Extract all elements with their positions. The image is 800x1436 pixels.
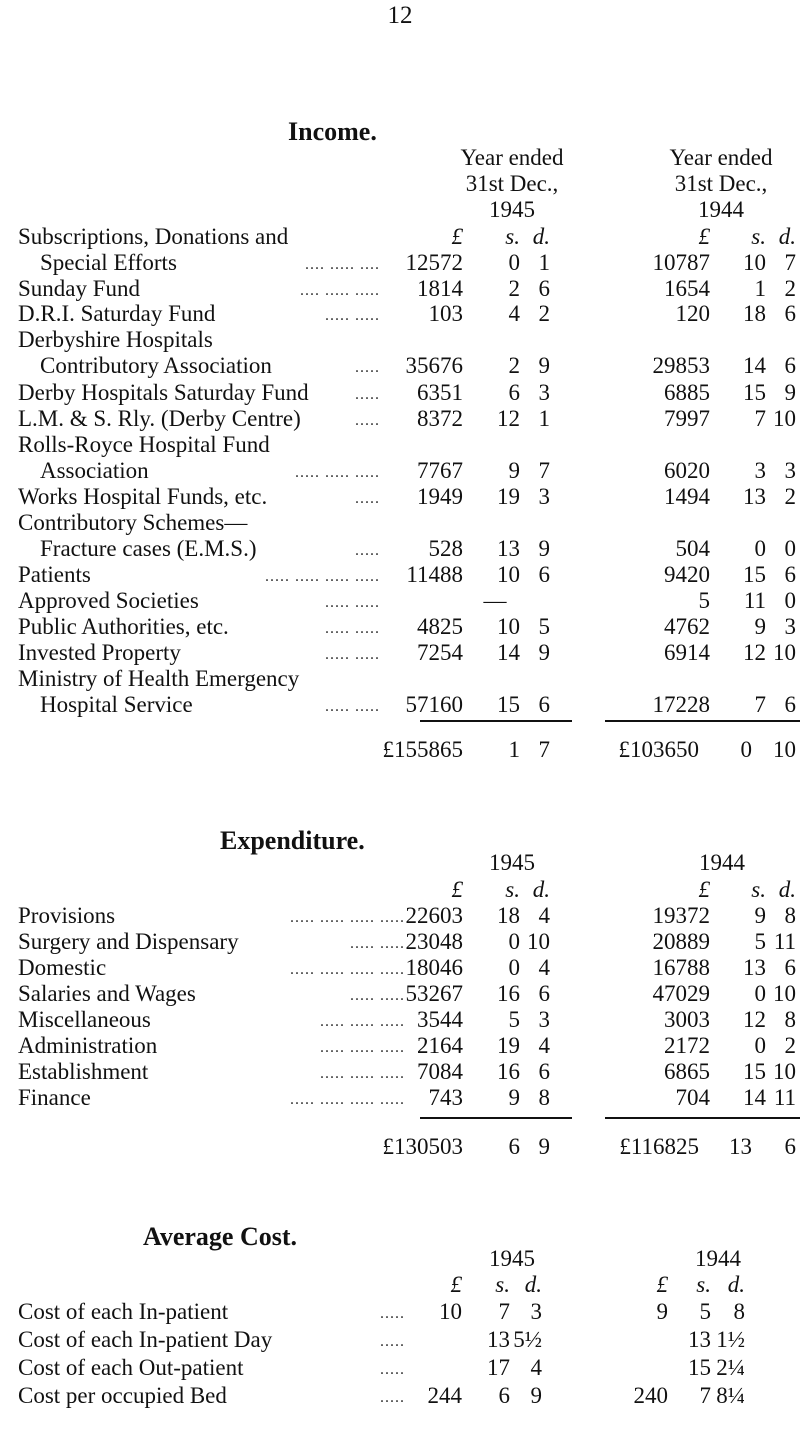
income-row-1944-shillings: 9 [754,614,766,639]
income-row-1944-pounds: 5 [698,588,710,613]
expenditure-row-1944-shillings: 9 [754,903,766,928]
income-row-1945-pence: 1 [538,250,550,275]
average-cost-unit-label: £ [450,1272,462,1297]
income-row-label: Special Efforts [40,250,177,275]
leader-dots: ..... [355,412,380,429]
expenditure-row-1945-shillings: 5 [508,1007,520,1032]
income-row-1944-pounds: 504 [675,536,710,561]
expenditure-row-1945-pence: 8 [538,1085,550,1110]
income-row-label: Public Authorities, etc. [18,614,229,639]
expenditure-unit-label: s. [505,877,520,902]
expenditure-total-1945-pence: 9 [538,1134,550,1159]
income-row-1945-pence: 5 [538,614,550,639]
expenditure-row-1945-pence: 4 [538,903,550,928]
expenditure-row-1945-pounds: 743 [428,1085,463,1110]
expenditure-total-1945-pounds: £130503 [382,1134,463,1159]
average-cost-1945-pounds: 244 [427,1383,462,1408]
income-row-1945-pence: 3 [538,484,550,509]
expenditure-row-1944-pounds: 2172 [664,1033,710,1058]
income-row-1945-shillings: 2 [508,276,520,301]
income-row-1944-pounds: 4762 [664,614,710,639]
income-row-1944-pounds: 120 [675,301,710,326]
income-row-1944-pence: 6 [784,353,796,378]
income-unit-label: £ [698,224,710,249]
income-row-1945-pounds: 11488 [406,562,463,587]
income-row-1945-pounds: 1814 [417,276,463,301]
leader-dots: ..... [355,490,380,507]
expenditure-row-1944-pence: 11 [773,929,796,954]
income-row-label: L.M. & S. Rly. (Derby Centre) [18,406,301,431]
expenditure-row-1944-pence: 8 [784,903,796,928]
expenditure-row-1944-shillings: 12 [743,1007,766,1032]
average-cost-1944-pence: 8¼ [716,1383,745,1408]
average-cost-1945-shillings: 17 [487,1355,510,1380]
leader-dots: ..... ..... [325,698,380,715]
income-row-1944-pence: 0 [784,588,796,613]
income-row-1945-pounds: 35676 [405,353,463,378]
income-row-1945-pounds: 6351 [417,380,463,405]
income-row-label: Approved Societies [18,588,199,613]
average-cost-unit-label: d. [524,1272,542,1297]
average-cost-1945-shillings: 6 [498,1383,510,1408]
expenditure-row-1944-shillings: 13 [743,955,766,980]
income-row-1945-shillings: 9 [508,458,520,483]
expenditure-row-1945-pence: 10 [527,929,550,954]
income-row-1945-shillings: 19 [497,484,520,509]
expenditure-row-1945-pence: 6 [538,981,550,1006]
leader-dots: ..... ..... [325,646,380,663]
income-row-1945-pounds: 103 [428,301,463,326]
average-cost-heading: Average Cost. [143,1222,298,1251]
expenditure-row-1944-pounds: 20889 [652,929,710,954]
income-row-1945-shillings: 4 [508,301,520,326]
expenditure-row-1945-pounds: 3544 [417,1007,463,1032]
expenditure-row-1944-shillings: 5 [754,929,766,954]
expenditure-row-label: Provisions [18,903,116,928]
leader-dots: ..... [380,1389,405,1406]
average-cost-row-label: Cost per occupied Bed [18,1383,227,1408]
expenditure-row-1944-pence: 10 [773,1059,796,1084]
expenditure-unit-label: s. [751,877,766,902]
average-cost-1945-pence: 3 [530,1299,542,1324]
income-row-label: Hospital Service [40,692,193,717]
income-row-1945-shillings: 12 [497,406,520,431]
leader-dots: ..... ..... [325,307,380,324]
income-row-label: Fracture cases (E.M.S.) [40,536,257,561]
income-row-1944-pence: 6 [784,692,796,717]
expenditure-total-1944-shillings: 13 [729,1134,752,1159]
income-row-label: D.R.I. Saturday Fund [18,301,216,326]
income-row-1944-pence: 2 [784,484,796,509]
income-row-1944-pence: 10 [773,640,796,665]
income-row-1944-pounds: 6914 [664,640,710,665]
average-cost-1944-pence: 2¼ [716,1355,745,1380]
expenditure-row-label: Surgery and Dispensary [18,929,239,954]
income-total-1945-pounds: £155865 [382,737,463,762]
income-row-1944-pence: 3 [784,458,796,483]
leader-dots: ..... ..... [350,987,405,1004]
leader-dots: ..... [380,1305,405,1322]
income-row-1944-pence: 0 [784,536,796,561]
average-cost-row-label: Cost of each Out-patient [18,1355,244,1380]
leader-dots: ..... ..... ..... [320,1013,405,1030]
average-cost-1945-pence: 4 [530,1355,542,1380]
leader-dots: ..... ..... ..... ..... [290,909,405,926]
income-row-1945-shillings: 0 [508,250,520,275]
expenditure-row-1945-pounds: 7084 [417,1059,463,1084]
income-row-1945-pence: 6 [538,562,550,587]
average-cost-1944-shillings: 13 [688,1327,711,1352]
income-row-1944-shillings: 11 [743,588,766,613]
income-row-1945-pence: 2 [538,301,550,326]
income-row-label: Derby Hospitals Saturday Fund [18,380,309,405]
expenditure-row-1945-shillings: 16 [497,1059,520,1084]
leader-dots: ..... ..... [325,594,380,611]
income-total-1945-shillings: 1 [508,737,520,762]
income-row-1944-shillings: 14 [743,353,766,378]
income-unit-label: s. [505,224,520,249]
income-row-label: Subscriptions, Donations and [18,224,289,249]
average-cost-unit-label: s. [696,1272,711,1297]
expenditure-row-1944-shillings: 0 [754,1033,766,1058]
expenditure-heading: Expenditure. [220,826,365,855]
expenditure-row-1945-pounds: 23048 [405,929,463,954]
expenditure-row-1944-pounds: 3003 [664,1007,710,1032]
income-unit-label: s. [751,224,766,249]
income-row-1944-pence: 10 [773,406,796,431]
leader-dots: ..... ..... [325,620,380,637]
expenditure-total-1944-pounds: £116825 [619,1134,699,1159]
expenditure-row-1944-pounds: 19372 [652,903,710,928]
expenditure-row-1945-pounds: 22603 [405,903,463,928]
income-unit-label: £ [451,224,463,249]
leader-dots: ..... ..... [350,935,405,952]
expenditure-row-1944-pounds: 16788 [652,955,710,980]
total-rule [605,1117,800,1119]
expenditure-row-1945-shillings: 18 [497,903,520,928]
income-row-1945-pounds: 7254 [417,640,463,665]
income-row-1944-shillings: 18 [743,301,766,326]
income-total-1945-pence: 7 [538,737,550,762]
income-row-1944-pounds: 9420 [664,562,710,587]
leader-dots: ..... [380,1333,405,1350]
income-1945-header-line: 31st Dec., [465,171,559,196]
leader-dots: ..... ..... ..... [320,1065,405,1082]
average-cost-1945-shillings: 7 [498,1299,510,1324]
expenditure-row-1944-shillings: 0 [754,981,766,1006]
average-cost-1944-pounds: 240 [633,1383,668,1408]
income-row-1945-pence: 7 [538,458,550,483]
expenditure-unit-label: d. [778,877,796,902]
income-row-1945-pounds: 1949 [417,484,463,509]
income-row-1945-pounds: 57160 [405,692,463,717]
average-cost-1944-shillings: 15 [688,1355,711,1380]
expenditure-row-label: Salaries and Wages [18,981,196,1006]
income-row-label: Patients [18,562,91,587]
income-row-1944-pounds: 17228 [652,692,710,717]
income-row-1945-shillings: 15 [497,692,520,717]
income-row-label: Rolls-Royce Hospital Fund [18,432,270,457]
average-cost-1945-header: 1945 [489,1246,535,1271]
income-row-1945-pence: 3 [538,380,550,405]
income-row-1945-pence: 1 [538,406,550,431]
income-row-label: Invested Property [18,640,181,665]
expenditure-unit-label: £ [451,877,463,902]
income-row-1944-pounds: 29853 [652,353,710,378]
income-row-1945-shillings: 6 [508,380,520,405]
expenditure-row-1945-shillings: 0 [508,929,520,954]
income-row-1945-pounds: 528 [428,536,463,561]
income-row-1944-pounds: 1494 [664,484,710,509]
income-row-1944-pence: 6 [784,301,796,326]
expenditure-row-1944-pence: 8 [784,1007,796,1032]
expenditure-row-1945-pence: 3 [538,1007,550,1032]
income-unit-label: d. [778,224,796,249]
income-row-1945-pounds: 7767 [417,458,463,483]
leader-dots: .... ..... ..... [300,282,380,299]
expenditure-row-1945-pence: 6 [538,1059,550,1084]
expenditure-row-1945-pounds: 18046 [405,955,463,980]
expenditure-row-1944-pounds: 704 [675,1085,710,1110]
income-row-1944-pounds: 1654 [664,276,710,301]
leader-dots: ..... ..... ..... ..... [265,568,380,585]
income-row-1944-pence: 7 [784,250,796,275]
leader-dots: ..... ..... ..... [295,464,380,481]
leader-dots: ..... [380,1361,405,1378]
income-row-1945-pence: 6 [538,692,550,717]
income-row-1944-shillings: 7 [754,692,766,717]
average-cost-1945-pounds: 10 [439,1299,462,1324]
income-row-1944-pence: 6 [784,562,796,587]
total-rule [420,720,572,722]
expenditure-row-1944-pounds: 6865 [664,1059,710,1084]
expenditure-row-1944-shillings: 15 [743,1059,766,1084]
expenditure-row-1945-pounds: 2164 [417,1033,463,1058]
average-cost-1944-header: 1944 [695,1246,741,1271]
expenditure-total-1944-pence: 6 [784,1134,796,1159]
income-1945-header-line: 1945 [489,197,535,222]
average-cost-row-label: Cost of each In-patient [18,1299,229,1324]
expenditure-row-1944-pence: 11 [773,1085,796,1110]
average-cost-1944-pounds: 9 [656,1299,668,1324]
income-row-1944-shillings: 1 [754,276,766,301]
income-total-1944-pounds: £103650 [618,737,699,762]
expenditure-row-label: Establishment [18,1059,149,1084]
expenditure-row-1945-shillings: 16 [497,981,520,1006]
income-row-1944-shillings: 7 [754,406,766,431]
expenditure-row-label: Domestic [18,955,107,980]
average-cost-1944-pence: 1½ [716,1327,745,1352]
income-row-label: Contributory Schemes— [18,510,248,535]
income-row-label: Ministry of Health Emergency [18,666,300,691]
income-row-1945-shillings: 10 [497,614,520,639]
expenditure-1945-header: 1945 [489,850,535,875]
income-row-1945-pounds: 12572 [405,250,463,275]
income-1944-header-line: 31st Dec., [674,171,768,196]
expenditure-unit-label: £ [698,877,710,902]
income-row-1944-pence: 9 [784,380,796,405]
expenditure-row-1944-pence: 6 [784,955,796,980]
average-cost-unit-label: £ [656,1272,668,1297]
income-unit-label: d. [532,224,550,249]
income-row-1944-pounds: 10787 [652,250,710,275]
leader-dots: ..... [355,386,380,403]
income-row-label: Derbyshire Hospitals [18,327,213,352]
income-row-1945-shillings: 13 [497,536,520,561]
income-row-1944-shillings: 15 [743,562,766,587]
income-row-1944-shillings: 3 [754,458,766,483]
income-row-1944-pounds: 6020 [664,458,710,483]
total-rule [420,1117,572,1119]
average-cost-1944-shillings: 5 [699,1299,711,1324]
income-row-label: Sunday Fund [18,276,141,301]
income-row-1945-pounds: 8372 [417,406,463,431]
expenditure-row-1945-shillings: 0 [508,955,520,980]
income-heading: Income. [288,117,377,146]
income-1945-header-line: Year ended [460,145,564,170]
income-1944-header-line: 1944 [698,197,744,222]
leader-dots: .... ..... .... [305,256,380,273]
income-row-1945-shillings: 14 [497,640,520,665]
income-row-1945-pence: 9 [538,536,550,561]
expenditure-row-1944-pounds: 47029 [652,981,710,1006]
average-cost-row-label: Cost of each In-patient Day [18,1327,273,1352]
income-row-1944-pence: 2 [784,276,796,301]
expenditure-row-1945-pounds: 53267 [405,981,463,1006]
leader-dots: ..... ..... ..... ..... [290,961,405,978]
expenditure-row-1945-pence: 4 [538,1033,550,1058]
leader-dots: ..... [355,359,380,376]
income-row-1945-pounds: 4825 [417,614,463,639]
income-row-1944-shillings: 0 [754,536,766,561]
average-cost-1945-pence: 5½ [513,1327,542,1352]
income-row-label: Contributory Association [40,353,272,378]
income-row-1945-pence: 6 [538,276,550,301]
expenditure-unit-label: d. [532,877,550,902]
page-number: 12 [387,2,413,29]
income-row-1945-pence: 9 [538,353,550,378]
expenditure-row-1945-shillings: 19 [497,1033,520,1058]
expenditure-row-1944-pence: 10 [773,981,796,1006]
income-row-1944-shillings: 13 [743,484,766,509]
average-cost-unit-label: d. [727,1272,745,1297]
income-row-1944-shillings: 15 [743,380,766,405]
income-row-label: Works Hospital Funds, etc. [18,484,268,509]
income-row-1945-shillings: 10 [497,562,520,587]
income-total-1944-shillings: 0 [740,737,752,762]
expenditure-row-label: Miscellaneous [18,1007,151,1032]
average-cost-1945-shillings: 13 [487,1327,510,1352]
income-row-1944-pounds: 6885 [664,380,710,405]
leader-dots: ..... [355,542,380,559]
average-cost-1945-pence: 9 [530,1383,542,1408]
leader-dots: ..... ..... ..... [320,1039,405,1056]
expenditure-row-1945-pence: 4 [538,955,550,980]
income-row-1945-pence: 9 [538,640,550,665]
expenditure-1944-header: 1944 [699,850,745,875]
expenditure-row-label: Administration [18,1033,158,1058]
income-1944-header-line: Year ended [669,145,773,170]
expenditure-row-1944-pence: 2 [784,1033,796,1058]
income-row-1944-pence: 3 [784,614,796,639]
income-row-1945-dash: — [483,588,507,613]
income-row-1944-shillings: 10 [743,250,766,275]
income-row-label: Association [40,458,149,483]
expenditure-row-1945-shillings: 9 [508,1085,520,1110]
income-row-1944-shillings: 12 [743,640,766,665]
average-cost-unit-label: s. [495,1272,510,1297]
leader-dots: ..... ..... ..... ..... [290,1091,405,1108]
average-cost-1944-pence: 8 [733,1299,745,1324]
income-row-1944-pounds: 7997 [664,406,710,431]
income-total-1944-pence: 10 [773,737,796,762]
expenditure-row-label: Finance [18,1085,91,1110]
income-row-1945-shillings: 2 [508,353,520,378]
expenditure-row-1944-shillings: 14 [743,1085,766,1110]
average-cost-1944-shillings: 7 [699,1383,711,1408]
expenditure-total-1945-shillings: 6 [508,1134,520,1159]
total-rule [605,720,800,722]
